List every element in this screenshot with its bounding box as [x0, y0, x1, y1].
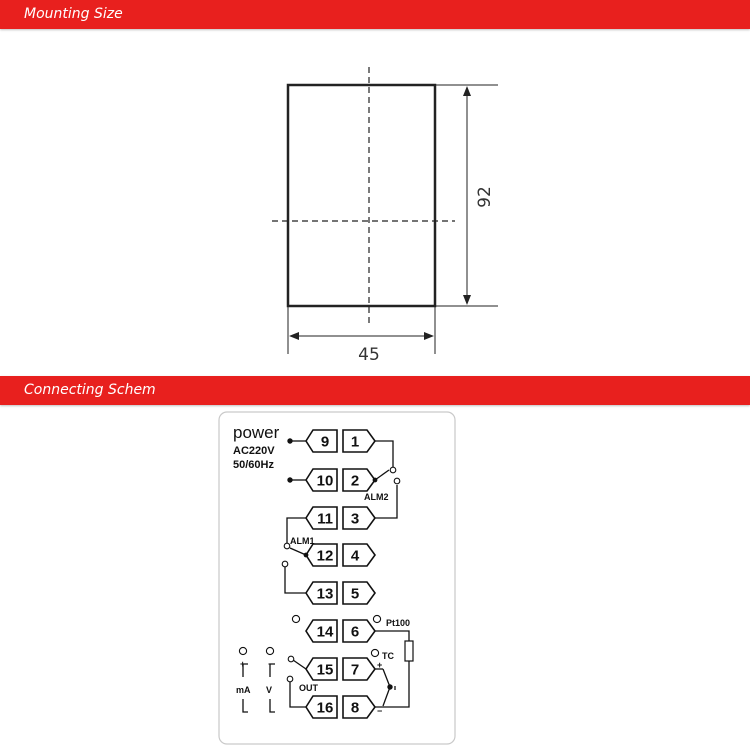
height-arrow-bottom — [463, 295, 471, 305]
mounting-size-header: Mounting Size — [0, 0, 750, 29]
tc-circle — [371, 649, 378, 656]
terminal-3-number: 3 — [350, 510, 360, 528]
width-arrow-left — [289, 332, 299, 340]
terminal-12-number: 12 — [316, 547, 334, 565]
alm1-contact-no — [282, 561, 288, 567]
width-dimension-label: 45 — [358, 345, 380, 365]
output-terminal-14-circle — [292, 615, 299, 622]
power-label: power — [233, 423, 280, 442]
terminal-6-number: 6 — [350, 623, 360, 641]
ma-label: mA — [236, 685, 251, 695]
alm1-contact-nc — [284, 543, 290, 549]
terminal-11-number: 11 — [317, 510, 333, 528]
out-contact-no — [287, 676, 293, 682]
tc-plus-sign: + — [377, 660, 383, 670]
terminal-13-number: 13 — [316, 585, 334, 603]
alm2-label: ALM2 — [364, 492, 389, 502]
voltage-label: AC220V — [233, 445, 275, 457]
tc-label: TC — [382, 651, 394, 661]
connecting-schem-header: Connecting Schem — [0, 376, 750, 405]
terminal-14-number: 14 — [316, 623, 334, 641]
width-arrow-right — [424, 332, 434, 340]
height-arrow-top — [463, 86, 471, 96]
mounting-drawing — [272, 67, 498, 354]
v-minus-sign: − — [268, 659, 274, 669]
power-dot-9 — [287, 438, 292, 443]
terminal-5-number: 5 — [350, 585, 360, 603]
terminal-15-number: 15 — [316, 661, 334, 679]
tc-junction-dot — [387, 684, 392, 689]
alm2-common-dot — [373, 478, 378, 483]
alm1-label: ALM1 — [290, 536, 315, 546]
ma-plus-sign: + — [240, 659, 246, 669]
pt100-resistor — [405, 641, 413, 661]
height-dimension-label: 92 — [475, 186, 495, 208]
terminal-8-number: 8 — [350, 699, 360, 717]
ma-circle — [239, 647, 246, 654]
out-contact-nc — [288, 656, 294, 662]
terminal-16-number: 16 — [316, 699, 334, 717]
v-label: V — [266, 685, 273, 695]
terminal-9-number: 9 — [320, 433, 330, 451]
v-circle — [266, 647, 273, 654]
tc-minus-sign: − — [377, 706, 383, 716]
terminal-4-number: 4 — [350, 547, 360, 565]
alm2-contact-nc — [390, 467, 396, 473]
frequency-label: 50/60Hz — [233, 459, 274, 471]
alm2-contact-no — [394, 478, 400, 484]
power-dot-10 — [287, 477, 292, 482]
out-label: OUT — [299, 683, 318, 693]
terminal-1-number: 1 — [350, 433, 360, 451]
terminal-10-number: 10 — [316, 472, 334, 490]
pt100-label: Pt100 — [386, 618, 411, 628]
pt100-circle — [373, 615, 380, 622]
panel-cutout — [288, 85, 435, 306]
terminal-7-number: 7 — [350, 661, 360, 679]
alm1-common-dot — [304, 553, 309, 558]
terminal-2-number: 2 — [350, 472, 360, 490]
